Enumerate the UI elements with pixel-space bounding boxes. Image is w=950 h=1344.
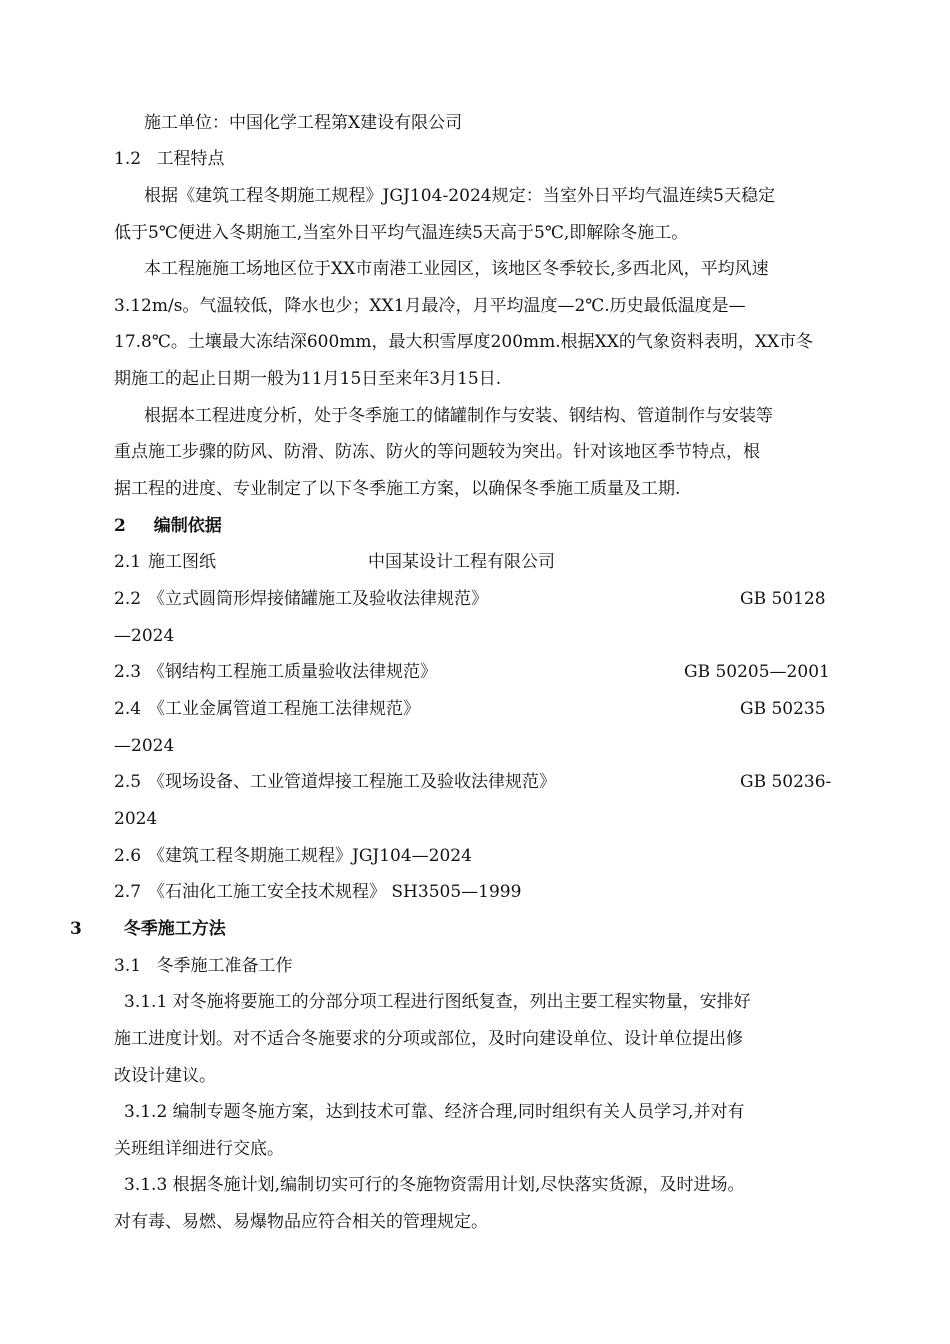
text-line: 低于5℃便进入冬期施工,当室外日平均气温连续5天高于5℃,即解除冬施工。 — [114, 223, 689, 243]
reference-source: 中国某设计工程有限公司 — [368, 552, 555, 572]
text-line: 3.1.3 根据冬施计划,编制切实可行的冬施物资需用计划,尽快落实货源，及时进场。 — [124, 1175, 745, 1195]
reference-number: 2.2 — [114, 589, 142, 609]
reference-code-continuation: —2024 — [114, 736, 175, 756]
section-2-heading — [114, 514, 222, 538]
text-line: 改设计建议。 — [114, 1066, 216, 1086]
reference-number: 2.4 — [114, 699, 142, 719]
reference-name: 《石油化工施工安全技术规程》 SH3505—1999 — [148, 882, 522, 902]
reference-name: 施工图纸 — [148, 552, 216, 572]
reference-code-continuation: 2024 — [114, 809, 158, 829]
text-line: 期施工的起止日期一般为11月15日至来年3月15日. — [114, 369, 502, 389]
section-number: 3 — [70, 919, 82, 939]
section-number: 1.2 — [114, 149, 142, 169]
reference-number: 2.6 — [114, 846, 142, 866]
text-line: 3.1.1 对冬施将要施工的分部分项工程进行图纸复查，列出主要工程实物量，安排好 — [124, 992, 751, 1012]
section-number: 2 — [114, 516, 126, 536]
reference-code-continuation: —2024 — [114, 626, 175, 646]
section-title: 冬季施工准备工作 — [156, 956, 293, 976]
text-line: 对有毒、易燃、易爆物品应符合相关的管理规定。 — [114, 1212, 488, 1232]
construction-unit-line: 施工单位：中国化学工程第X建设有限公司 — [144, 113, 463, 133]
reference-name: 《钢结构工程施工质量验收法律规范》 — [148, 662, 437, 682]
reference-name: 《工业金属管道工程施工法律规范》 — [148, 699, 420, 719]
reference-number: 2.1 — [114, 552, 142, 572]
reference-name: 《现场设备、工业管道焊接工程施工及验收法律规范》 — [148, 772, 556, 792]
reference-name: 《立式圆筒形焊接储罐施工及验收法律规范》 — [148, 589, 488, 609]
reference-code: GB 50236- — [740, 772, 832, 792]
text-line: 施工进度计划。对不适合冬施要求的分项或部位，及时向建设单位、设计单位提出修 — [114, 1029, 743, 1049]
reference-code: GB 50205—2001 — [684, 662, 830, 682]
reference-name: 《建筑工程冬期施工规程》JGJ104—2024 — [148, 846, 472, 866]
reference-code: GB 50235 — [740, 699, 826, 719]
text-line: 17.8℃。土壤最大冻结深600mm，最大积雪厚度200mm.根据XX的气象资料表明，XX市冬 — [114, 332, 814, 352]
reference-number: 2.5 — [114, 772, 142, 792]
section-title: 编制依据 — [153, 516, 222, 536]
section-number: 3.1 — [114, 956, 142, 976]
section-1-2-heading — [114, 147, 224, 171]
section-title: 工程特点 — [156, 149, 225, 169]
text-line: 3.1.2 编制专题冬施方案，达到技术可靠、经济合理,同时组织有关人员学习,并对有 — [124, 1102, 745, 1122]
section-3-1-heading — [114, 954, 292, 978]
reference-number: 2.7 — [114, 882, 142, 902]
text-line: 重点施工步骤的防风、防滑、防冻、防火的等问题较为突出。针对该地区季节特点，根 — [114, 442, 760, 462]
reference-code: GB 50128 — [740, 589, 826, 609]
reference-number: 2.3 — [114, 662, 142, 682]
text-line: 本工程施施工场地区位于XX市南港工业园区，该地区冬季较长,多西北风，平均风速 — [144, 259, 769, 279]
section-title: 冬季施工方法 — [123, 919, 226, 939]
text-line: 根据本工程进度分析，处于冬季施工的储罐制作与安装、钢结构、管道制作与安装等 — [144, 406, 773, 426]
text-line: 关班组详细进行交底。 — [114, 1139, 284, 1159]
text-line: 据工程的进度、专业制定了以下冬季施工方案，以确保冬季施工质量及工期. — [114, 479, 681, 499]
section-3-heading — [70, 917, 226, 941]
text-line: 3.12m/s。气温较低，降水也少；XX1月最冷，月平均温度—2℃.历史最低温度是— — [114, 296, 746, 316]
text-line: 根据《建筑工程冬期施工规程》JGJ104-2024规定：当室外日平均气温连续5天稳定 — [144, 186, 776, 206]
